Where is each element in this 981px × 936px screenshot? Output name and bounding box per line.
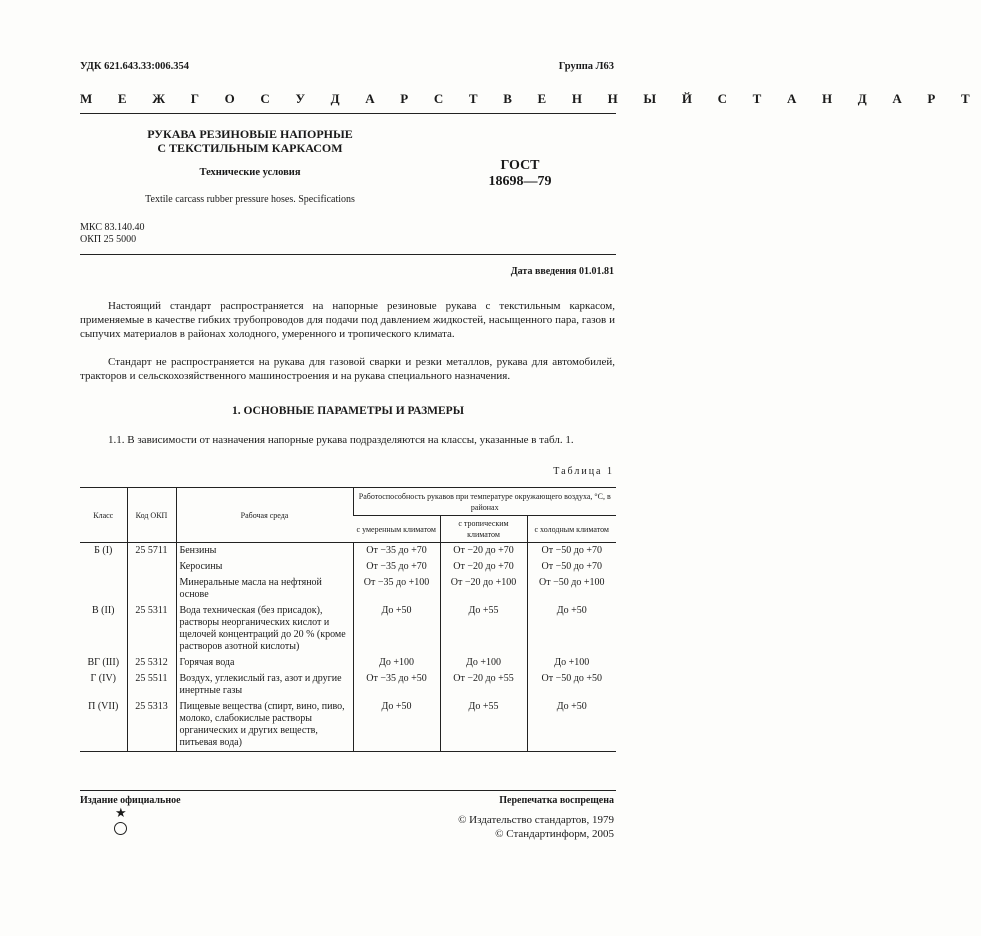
cell-temperate: От −35 до +70 <box>353 543 440 560</box>
standard-type-heading: М Е Ж Г О С У Д А Р С Т В Е Н Н Ы Й С Т А Н Д А Р Т <box>80 91 981 106</box>
cell-medium: Вода техническая (без присадок), растворы неорганических кислот и щелочей концентраций до 20 % (кроме растворов азотной кислоты) <box>176 603 353 655</box>
table-row <box>80 559 616 575</box>
cell-tropical: От −20 до +70 <box>440 543 527 560</box>
cell-cold: До +100 <box>527 655 616 671</box>
cell-tropical: От −20 до +100 <box>440 575 527 603</box>
star-icon: ★ <box>115 805 127 820</box>
copyright-block <box>458 813 614 841</box>
cell-medium: Минеральные масла на нефтяной основе <box>176 575 353 603</box>
gost-number: 18698—79 <box>488 174 552 189</box>
cell-code: 25 5311 <box>127 603 176 655</box>
document-subtitle: Технические условия <box>199 167 301 178</box>
header-cold: с холодным климатом <box>527 516 616 543</box>
cell-code <box>127 559 176 575</box>
official-edition: Издание официальное <box>80 795 181 806</box>
copyright-2005: © Стандартинформ, 2005 <box>495 828 614 840</box>
cell-class: Б (I) <box>94 545 113 556</box>
cell-temperate: От −35 до +100 <box>353 575 440 603</box>
cell-class: В (II) <box>92 605 115 616</box>
cell-tropical: От −20 до +55 <box>440 671 527 699</box>
cell-medium: Горячая вода <box>176 655 353 671</box>
header-temperate: с умеренным климатом <box>353 516 440 543</box>
header-medium: Рабочая среда <box>176 488 353 543</box>
cell-class: Г (IV) <box>90 673 116 684</box>
group-code: Группа Л63 <box>558 61 614 72</box>
cell-tropical: До +100 <box>440 655 527 671</box>
cell-temperate: От −35 до +50 <box>353 671 440 699</box>
hose-class-table <box>80 487 616 752</box>
header-class: Класс <box>80 488 127 543</box>
cell-code: 25 5711 <box>127 543 176 560</box>
cell-tropical: До +55 <box>440 603 527 655</box>
cell-class <box>80 575 127 603</box>
reprint-notice: Перепечатка воспрещена <box>499 795 614 806</box>
codes-rule <box>80 254 616 255</box>
cell-medium: Бензины <box>176 543 353 560</box>
effective-date: Дата введения 01.01.81 <box>510 266 614 277</box>
cell-temperate: До +50 <box>353 603 440 655</box>
table-row <box>80 603 616 655</box>
table-row <box>80 655 616 671</box>
cell-class: П (VII) <box>80 699 127 752</box>
cell-code: 25 5313 <box>127 699 176 752</box>
header-code: Код ОКП <box>127 488 176 543</box>
cell-code: 25 5312 <box>127 655 176 671</box>
table-row <box>80 671 616 699</box>
udk-code: УДК 621.643.33:006.354 <box>80 61 189 72</box>
header-tropical: с тропическим климатом <box>440 516 527 543</box>
okp-code: ОКП 25 5000 <box>80 234 137 245</box>
cell-tropical: До +55 <box>440 699 527 752</box>
title-line-2: С ТЕКСТИЛЬНЫМ КАРКАСОМ <box>157 141 343 155</box>
cell-code: 25 5511 <box>127 671 176 699</box>
english-title: Textile carcass rubber pressure hoses. Specifications <box>145 194 355 205</box>
gost-block <box>470 158 570 190</box>
footer-rule <box>80 790 616 791</box>
cell-cold: От −50 до +70 <box>527 543 616 560</box>
cell-medium: Керосины <box>176 559 353 575</box>
paragraph-scope: Настоящий стандарт распространяется на напорные резиновые рукава с текстильным каркасом, применяемые в качестве гибких трубопроводов для подачи под давлением жидкостей, насыщенного пара, газов и сыпучих материалов в районах холодного, умеренного и тропического климата. <box>80 300 615 340</box>
cell-temperate: До +50 <box>353 699 440 752</box>
title-line-1: РУКАВА РЕЗИНОВЫЕ НАПОРНЫЕ <box>147 127 353 141</box>
header-performance: Работоспособность рукавов при температуре окружающего воздуха, °С, в районах <box>353 488 616 516</box>
paragraph-1-1: 1.1. В зависимости от назначения напорные рукава подразделяются на классы, указанные в табл. 1. <box>108 434 574 446</box>
cell-medium: Пищевые вещества (спирт, вино, пиво, молоко, слабокислые растворы органических и других веществ, питьевая вода) <box>176 699 353 752</box>
cell-code <box>127 575 176 603</box>
circle-icon <box>114 822 127 835</box>
cell-cold: От −50 до +70 <box>527 559 616 575</box>
table-caption: Таблица 1 <box>553 466 614 477</box>
cell-class <box>80 559 127 575</box>
paragraph-exclusions: Стандарт не распространяется на рукава для газовой сварки и резки металлов, рукава для автомобилей, тракторов и сельскохозяйственного машиностроения и на рукава специального назначения. <box>80 356 615 382</box>
cell-class: ВГ (III) <box>87 657 120 668</box>
mks-code: МКС 83.140.40 <box>80 222 145 233</box>
gost-label: ГОСТ <box>500 158 540 173</box>
section-heading: 1. ОСНОВНЫЕ ПАРАМЕТРЫ И РАЗМЕРЫ <box>231 405 465 417</box>
document-title <box>130 127 370 155</box>
top-rule <box>80 113 616 114</box>
cell-temperate: От −35 до +70 <box>353 559 440 575</box>
cell-cold: От −50 до +50 <box>527 671 616 699</box>
cell-tropical: От −20 до +70 <box>440 559 527 575</box>
cell-temperate: До +100 <box>353 655 440 671</box>
classification-codes <box>80 222 144 246</box>
table-row <box>80 543 616 560</box>
table-row <box>80 575 616 603</box>
cell-medium: Воздух, углекислый газ, азот и другие инертные газы <box>176 671 353 699</box>
copyright-1979: © Издательство стандартов, 1979 <box>458 814 614 826</box>
table-row <box>80 699 616 752</box>
cell-cold: До +50 <box>527 699 616 752</box>
cell-cold: До +50 <box>527 603 616 655</box>
cell-cold: От −50 до +100 <box>527 575 616 603</box>
